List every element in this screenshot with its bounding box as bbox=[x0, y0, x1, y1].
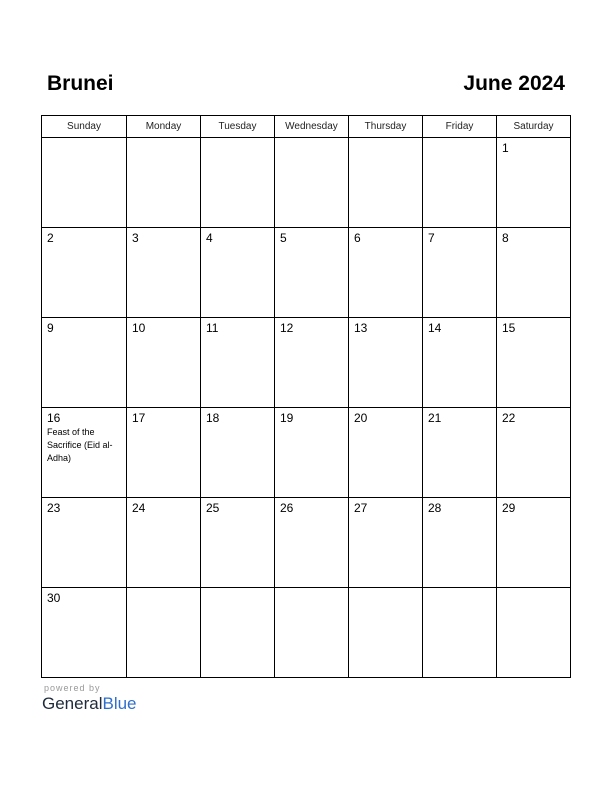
day-number: 10 bbox=[132, 321, 146, 335]
week-row bbox=[42, 228, 571, 318]
day-number bbox=[275, 588, 348, 591]
brand-general-text: General bbox=[42, 694, 103, 713]
day-cell bbox=[497, 138, 571, 228]
day-cell bbox=[349, 228, 423, 318]
powered-by-label: powered by bbox=[44, 683, 101, 693]
day-cell bbox=[275, 588, 349, 678]
day-number bbox=[201, 138, 274, 141]
day-cell bbox=[497, 318, 571, 408]
day-cell bbox=[497, 408, 571, 498]
day-number: 2 bbox=[47, 231, 54, 245]
day-number: 23 bbox=[47, 501, 61, 515]
generalblue-logo[interactable] bbox=[42, 694, 137, 714]
day-number: 1 bbox=[502, 141, 509, 155]
day-number: 13 bbox=[354, 321, 368, 335]
day-cell bbox=[42, 588, 127, 678]
day-number: 25 bbox=[206, 501, 220, 515]
day-cell bbox=[349, 138, 423, 228]
day-cell bbox=[349, 408, 423, 498]
day-number: 27 bbox=[354, 501, 368, 515]
day-cell bbox=[275, 138, 349, 228]
week-row bbox=[42, 318, 571, 408]
day-number: 7 bbox=[428, 231, 435, 245]
day-number: 16 bbox=[47, 411, 61, 425]
weekday-monday: Monday bbox=[127, 116, 201, 138]
week-row bbox=[42, 588, 571, 678]
day-cell bbox=[423, 588, 497, 678]
day-cell bbox=[349, 498, 423, 588]
day-cell bbox=[42, 138, 127, 228]
country-title: Brunei bbox=[47, 72, 114, 95]
day-number: 18 bbox=[206, 411, 220, 425]
day-cell bbox=[127, 318, 201, 408]
day-cell bbox=[201, 228, 275, 318]
day-cell bbox=[497, 588, 571, 678]
weekday-saturday: Saturday bbox=[497, 116, 571, 138]
weekday-friday: Friday bbox=[423, 116, 497, 138]
day-number bbox=[423, 138, 496, 141]
day-number: 28 bbox=[428, 501, 442, 515]
day-cell bbox=[349, 588, 423, 678]
day-cell bbox=[42, 498, 127, 588]
day-number bbox=[127, 588, 200, 591]
day-number: 30 bbox=[47, 591, 61, 605]
day-cell bbox=[349, 318, 423, 408]
day-cell bbox=[127, 228, 201, 318]
day-number: 14 bbox=[428, 321, 442, 335]
day-cell bbox=[423, 138, 497, 228]
weekday-sunday: Sunday bbox=[42, 116, 127, 138]
day-number: 29 bbox=[502, 501, 516, 515]
weekday-wednesday: Wednesday bbox=[275, 116, 349, 138]
day-number: 26 bbox=[280, 501, 294, 515]
day-cell bbox=[423, 408, 497, 498]
month-title: June 2024 bbox=[463, 72, 565, 95]
day-number: 9 bbox=[47, 321, 54, 335]
day-number: 12 bbox=[280, 321, 294, 335]
day-number: 3 bbox=[132, 231, 139, 245]
day-cell bbox=[497, 228, 571, 318]
day-cell bbox=[275, 228, 349, 318]
day-number bbox=[497, 588, 570, 591]
week-row bbox=[42, 138, 571, 228]
week-row bbox=[42, 498, 571, 588]
day-cell bbox=[127, 588, 201, 678]
day-number: 22 bbox=[502, 411, 516, 425]
day-number bbox=[349, 588, 422, 591]
day-number: 4 bbox=[206, 231, 213, 245]
day-number bbox=[42, 138, 126, 141]
day-number: 15 bbox=[502, 321, 516, 335]
day-cell bbox=[201, 408, 275, 498]
day-cell bbox=[275, 408, 349, 498]
day-number: 6 bbox=[354, 231, 361, 245]
day-number bbox=[275, 138, 348, 141]
week-row bbox=[42, 408, 571, 498]
day-cell bbox=[275, 498, 349, 588]
day-cell bbox=[201, 318, 275, 408]
day-cell bbox=[42, 408, 127, 498]
day-cell bbox=[127, 498, 201, 588]
day-number: 5 bbox=[280, 231, 287, 245]
holiday-label: Feast of the Sacrifice (Eid al-Adha) bbox=[47, 427, 113, 463]
day-number bbox=[349, 138, 422, 141]
day-number bbox=[423, 588, 496, 591]
day-number: 19 bbox=[280, 411, 294, 425]
day-cell bbox=[497, 498, 571, 588]
day-number: 21 bbox=[428, 411, 442, 425]
day-cell bbox=[201, 498, 275, 588]
calendar-grid bbox=[41, 115, 571, 678]
day-cell bbox=[201, 138, 275, 228]
day-number: 8 bbox=[502, 231, 509, 245]
day-number bbox=[127, 138, 200, 141]
day-cell bbox=[201, 588, 275, 678]
day-cell bbox=[423, 228, 497, 318]
weekday-thursday: Thursday bbox=[349, 116, 423, 138]
day-cell bbox=[423, 498, 497, 588]
day-number: 11 bbox=[206, 321, 219, 335]
day-cell bbox=[42, 228, 127, 318]
day-number: 24 bbox=[132, 501, 146, 515]
day-cell bbox=[275, 318, 349, 408]
calendar-body bbox=[42, 138, 571, 678]
day-number: 17 bbox=[132, 411, 146, 425]
day-cell bbox=[127, 408, 201, 498]
day-number bbox=[201, 588, 274, 591]
day-cell bbox=[42, 318, 127, 408]
weekday-tuesday: Tuesday bbox=[201, 116, 275, 138]
day-cell bbox=[127, 138, 201, 228]
weekday-header-row bbox=[42, 116, 571, 138]
day-number: 20 bbox=[354, 411, 368, 425]
brand-blue-text: Blue bbox=[102, 694, 137, 713]
day-cell bbox=[423, 318, 497, 408]
